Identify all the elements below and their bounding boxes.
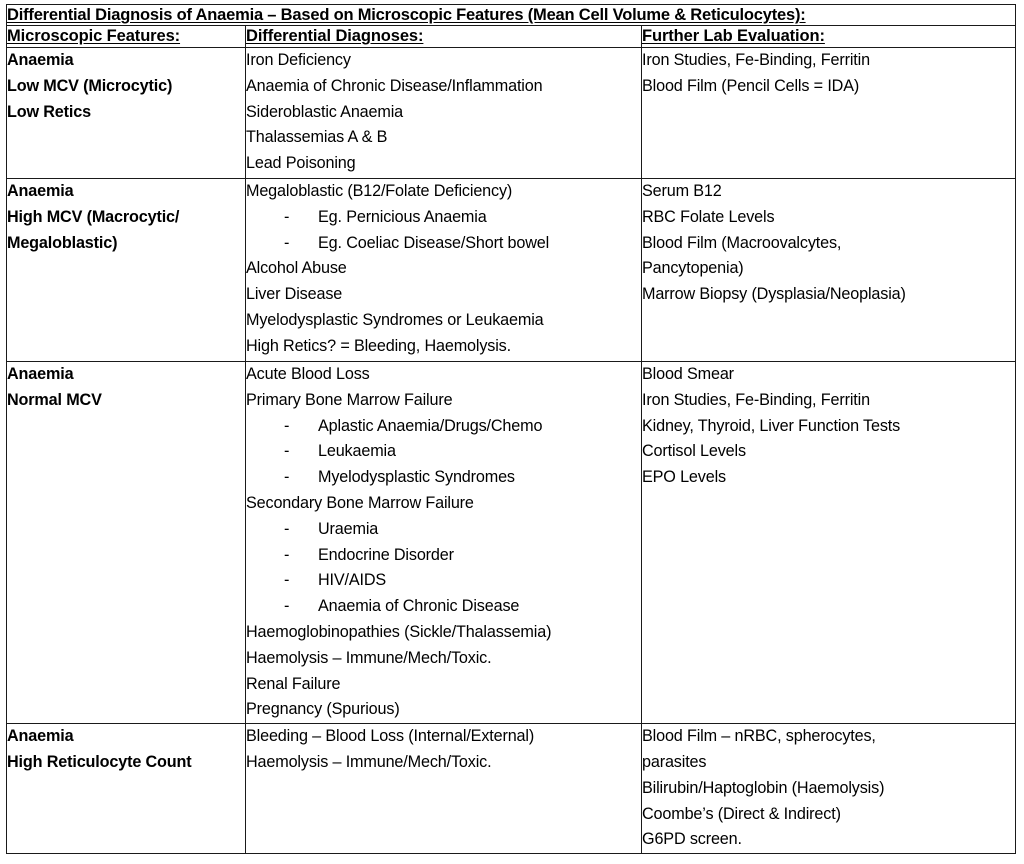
list-item: Low Retics bbox=[7, 102, 91, 121]
table-body bbox=[7, 5, 1016, 854]
labs-list bbox=[642, 362, 1015, 491]
table-title-row bbox=[7, 5, 1016, 26]
table-header-row bbox=[7, 26, 1016, 48]
list-item: Alcohol Abuse bbox=[246, 259, 347, 278]
list-item: Coombe’s (Direct & Indirect) bbox=[642, 804, 841, 823]
differential-diagnosis-table bbox=[6, 4, 1016, 854]
page-title: Differential Diagnosis of Anaemia – Based on Microscopic Features (Mean Cell Volume & Reticulocytes): bbox=[7, 6, 806, 24]
dash-bullet-icon: - bbox=[284, 207, 290, 226]
features-list bbox=[7, 179, 245, 256]
dash-bullet-icon: - bbox=[284, 597, 290, 616]
table-row bbox=[7, 48, 1016, 179]
list-item: Haemolysis – Immune/Mech/Toxic. bbox=[246, 648, 492, 667]
labs-cell bbox=[642, 48, 1016, 179]
column-header-label: Microscopic Features: bbox=[7, 27, 181, 45]
features-cell bbox=[7, 362, 246, 724]
table-title-cell bbox=[7, 5, 1016, 26]
list-item: Anaemia of Chronic Disease/Inflammation bbox=[246, 76, 543, 95]
list-item: Iron Studies, Fe-Binding, Ferritin bbox=[642, 390, 870, 409]
list-item: Blood Film (Pencil Cells = IDA) bbox=[642, 76, 860, 95]
features-list bbox=[7, 362, 245, 414]
column-header-label: Differential Diagnoses: bbox=[246, 27, 424, 45]
dash-bullet-icon: - bbox=[284, 233, 290, 252]
list-item: Lead Poisoning bbox=[246, 154, 356, 173]
column-header-label: Further Lab Evaluation: bbox=[642, 27, 825, 45]
labs-cell bbox=[642, 724, 1016, 854]
list-item-sub bbox=[246, 205, 641, 231]
list-item: Blood Film (Macroovalcytes, bbox=[642, 233, 842, 252]
list-item: Bleeding – Blood Loss (Internal/External) bbox=[246, 727, 535, 746]
list-item: Anaemia bbox=[7, 727, 74, 746]
column-header-microscopic-features bbox=[7, 26, 246, 48]
list-item: Megaloblastic (B12/Folate Deficiency) bbox=[246, 182, 513, 200]
list-item: Anaemia bbox=[7, 182, 74, 200]
list-item-sub bbox=[246, 594, 641, 620]
features-cell bbox=[7, 724, 246, 854]
diagnoses-list bbox=[246, 724, 641, 776]
labs-cell bbox=[642, 179, 1016, 362]
dash-bullet-icon: - bbox=[284, 468, 290, 487]
list-item-sub bbox=[246, 414, 641, 440]
labs-list bbox=[642, 179, 1015, 308]
diagnoses-cell bbox=[246, 179, 642, 362]
list-item: Iron Deficiency bbox=[246, 51, 351, 69]
list-item: High Reticulocyte Count bbox=[7, 752, 192, 771]
list-item: Cortisol Levels bbox=[642, 442, 746, 461]
dash-bullet-icon: - bbox=[284, 571, 290, 590]
list-item-label: Eg. Pernicious Anaemia bbox=[318, 207, 487, 226]
list-item: Pancytopenia) bbox=[642, 259, 744, 278]
list-item-label: Anaemia of Chronic Disease bbox=[318, 597, 520, 616]
list-item: Pregnancy (Spurious) bbox=[246, 700, 400, 719]
diagnoses-list bbox=[246, 179, 641, 360]
list-item-label: HIV/AIDS bbox=[318, 571, 387, 590]
list-item: High Retics? = Bleeding, Haemolysis. bbox=[246, 336, 511, 355]
dash-bullet-icon: - bbox=[284, 545, 290, 564]
table-row bbox=[7, 724, 1016, 854]
column-header-further-lab-evaluation bbox=[642, 26, 1016, 48]
list-item-sub bbox=[246, 543, 641, 569]
diagnoses-cell bbox=[246, 724, 642, 854]
list-item: parasites bbox=[642, 752, 707, 771]
list-item: Myelodysplastic Syndromes or Leukaemia bbox=[246, 310, 544, 329]
list-item-sub bbox=[246, 517, 641, 543]
features-list bbox=[7, 724, 245, 776]
list-item-sub bbox=[246, 439, 641, 465]
list-item: High MCV (Macrocytic/ bbox=[7, 207, 180, 226]
table-row bbox=[7, 179, 1016, 362]
list-item: Haemolysis – Immune/Mech/Toxic. bbox=[246, 752, 492, 771]
list-item-label: Uraemia bbox=[318, 519, 379, 538]
list-item: Haemoglobinopathies (Sickle/Thalassemia) bbox=[246, 622, 552, 641]
labs-list bbox=[642, 48, 1015, 100]
list-item-sub bbox=[246, 568, 641, 594]
list-item: Secondary Bone Marrow Failure bbox=[246, 493, 474, 512]
labs-list bbox=[642, 724, 1015, 853]
list-item: Iron Studies, Fe-Binding, Ferritin bbox=[642, 51, 870, 69]
diagnoses-list bbox=[246, 362, 641, 723]
list-item: Primary Bone Marrow Failure bbox=[246, 390, 453, 409]
diagnoses-cell bbox=[246, 362, 642, 724]
table-row bbox=[7, 362, 1016, 724]
list-item-label: Leukaemia bbox=[318, 442, 396, 461]
dash-bullet-icon: - bbox=[284, 442, 290, 461]
list-item: Low MCV (Microcytic) bbox=[7, 76, 173, 95]
dash-bullet-icon: - bbox=[284, 416, 290, 435]
list-item: Anaemia bbox=[7, 51, 74, 69]
dash-bullet-icon: - bbox=[284, 519, 290, 538]
list-item: RBC Folate Levels bbox=[642, 207, 775, 226]
list-item-label: Myelodysplastic Syndromes bbox=[318, 468, 515, 487]
diagnoses-cell bbox=[246, 48, 642, 179]
column-header-differential-diagnoses bbox=[246, 26, 642, 48]
list-item: Normal MCV bbox=[7, 390, 102, 409]
list-item: Renal Failure bbox=[246, 674, 341, 693]
list-item: Marrow Biopsy (Dysplasia/Neoplasia) bbox=[642, 285, 906, 304]
list-item: Megaloblastic) bbox=[7, 233, 118, 252]
list-item: EPO Levels bbox=[642, 468, 726, 487]
list-item: Kidney, Thyroid, Liver Function Tests bbox=[642, 416, 901, 435]
list-item: Blood Film – nRBC, spherocytes, bbox=[642, 727, 876, 746]
features-list bbox=[7, 48, 245, 125]
diagnoses-list bbox=[246, 48, 641, 177]
list-item: Acute Blood Loss bbox=[246, 365, 370, 383]
list-item-label: Aplastic Anaemia/Drugs/Chemo bbox=[318, 416, 543, 435]
list-item-label: Endocrine Disorder bbox=[318, 545, 454, 564]
features-cell bbox=[7, 48, 246, 179]
list-item: Liver Disease bbox=[246, 285, 343, 304]
list-item-sub bbox=[246, 465, 641, 491]
list-item-label: Eg. Coeliac Disease/Short bowel bbox=[318, 233, 550, 252]
features-cell bbox=[7, 179, 246, 362]
labs-cell bbox=[642, 362, 1016, 724]
differential-diagnosis-table-wrapper bbox=[6, 4, 1015, 854]
list-item: Anaemia bbox=[7, 365, 74, 383]
list-item: Thalassemias A & B bbox=[246, 128, 388, 147]
list-item: Sideroblastic Anaemia bbox=[246, 102, 404, 121]
list-item: Serum B12 bbox=[642, 182, 722, 200]
list-item-sub bbox=[246, 231, 641, 257]
list-item: Bilirubin/Haptoglobin (Haemolysis) bbox=[642, 778, 885, 797]
list-item: Blood Smear bbox=[642, 365, 734, 383]
list-item: G6PD screen. bbox=[642, 830, 742, 849]
